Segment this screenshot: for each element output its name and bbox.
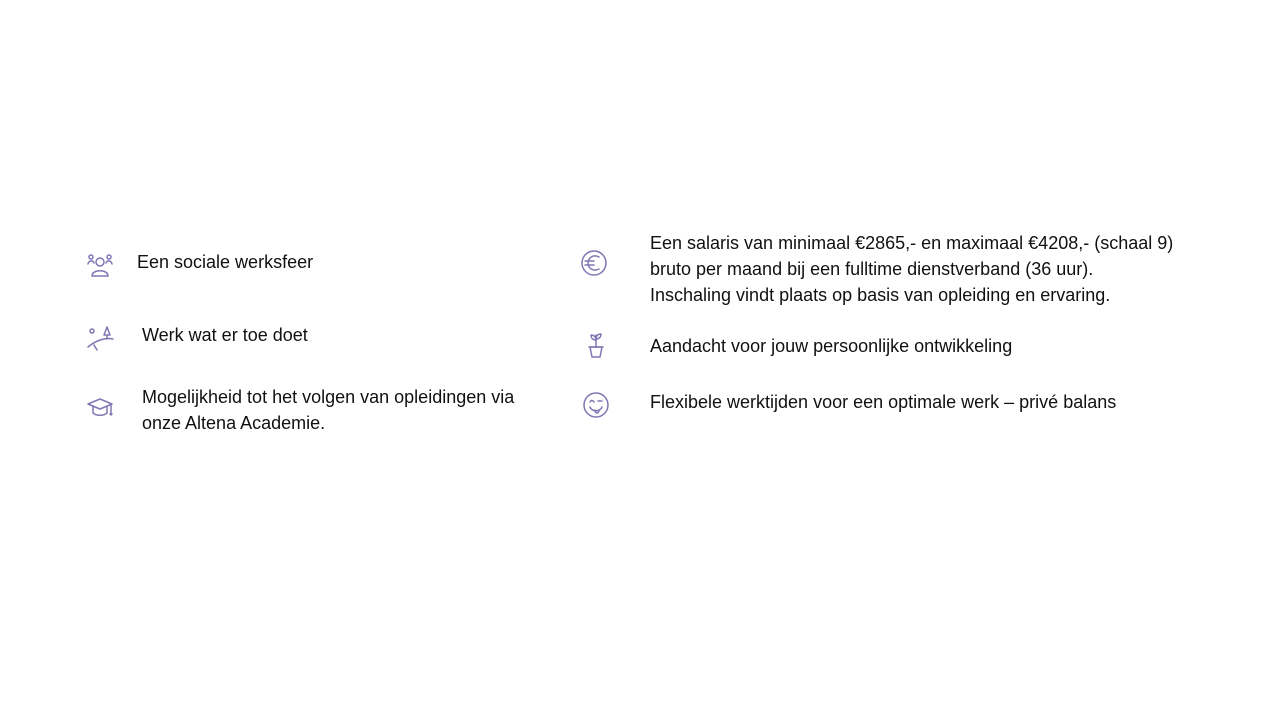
smiley-icon bbox=[581, 390, 611, 420]
landscape-icon bbox=[85, 323, 115, 353]
euro-icon bbox=[579, 248, 609, 278]
benefit-label: Aandacht voor jouw persoonlijke ontwikkeling bbox=[650, 336, 1013, 356]
benefit-label: Een sociale werksfeer bbox=[137, 252, 314, 272]
benefit-label: Werk wat er toe doet bbox=[142, 325, 308, 345]
benefit-label: Mogelijkheid tot het volgen van opleidingen via onze Altena Academie. bbox=[142, 387, 515, 433]
graduation-cap-icon bbox=[85, 392, 115, 422]
benefit-label: Een salaris van minimaal €2865,- en maximaal €4208,- (schaal 9) bruto per maand bij een fulltime dienstverband (36 uur). Inschaling vindt plaats op basis van opleiding en ervaring. bbox=[650, 233, 1174, 305]
benefit-label: Flexibele werktijden voor een optimale werk – privé balans bbox=[650, 392, 1117, 412]
plant-icon bbox=[581, 330, 611, 360]
people-icon bbox=[85, 250, 115, 280]
